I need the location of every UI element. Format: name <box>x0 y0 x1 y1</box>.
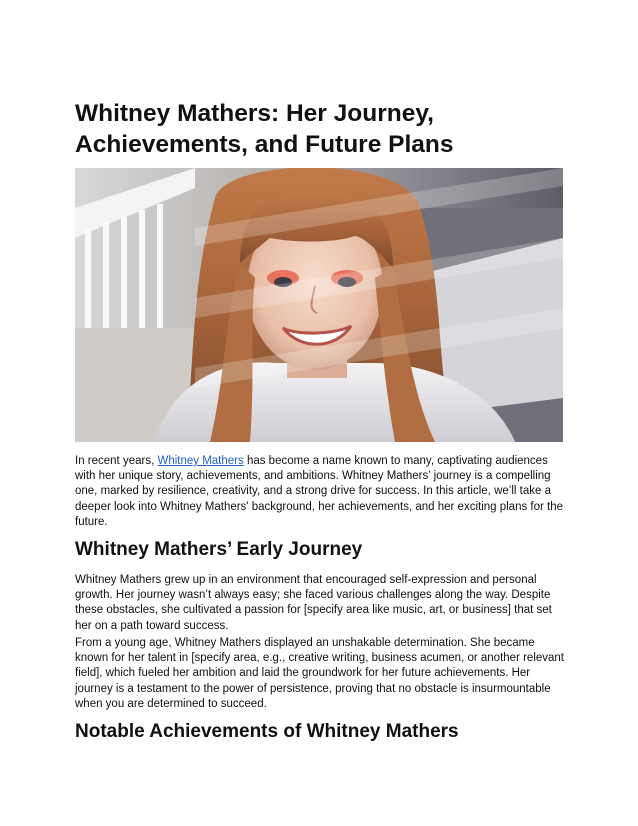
intro-paragraph <box>75 454 567 530</box>
intro-prefix: In recent years, <box>75 455 158 467</box>
early-journey-paragraph-2: From a young age, Whitney Mathers displayed an unshakable determination. She became known for her talent in [specify area, e.g., creative writing, business acumen, or another relevant field], which fueled her ambition and laid the groundwork for her future achievements. Her journey is a testament to the power of persistence, proving that no obstacle is insurmountable when you are determined to succeed. <box>75 637 565 710</box>
portrait-illustration <box>75 168 563 442</box>
section-heading-notable-achievements: Notable Achievements of Whitney Mathers <box>75 721 459 742</box>
hero-image <box>75 168 563 442</box>
intro-suffix: has become a name known to many, captivating audiences with her unique story, achievements, and ambitions. Whitney Mathers’ journey is a compelling one, marked by resilience, creativity, and a strong drive for success. In this article, we’ll take a deeper look into Whitney Mathers' background, her achievements, and her exciting plans for the future. <box>75 455 564 528</box>
early-journey-paragraph-1: Whitney Mathers grew up in an environment that encouraged self-expression and personal growth. Her journey wasn’t always easy; she faced various challenges along the way. Despite these obstacles, she cultivated a passion for [specify area like music, art, or business] that set her on a path toward success. <box>75 574 552 632</box>
whitney-mathers-link[interactable]: Whitney Mathers <box>157 455 244 467</box>
section-heading-early-journey: Whitney Mathers’ Early Journey <box>75 539 363 560</box>
article-title: Whitney Mathers: Her Journey, Achievements, and Future Plans <box>75 100 454 158</box>
